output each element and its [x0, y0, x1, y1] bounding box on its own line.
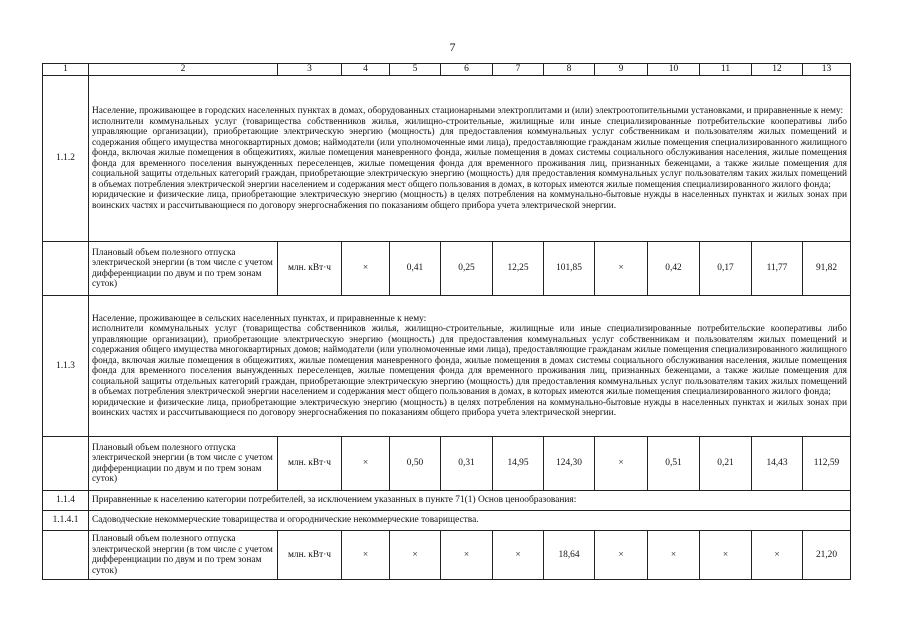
description-line: исполнители коммунальных услуг (товарищества собственников жилья, жилищно-строительные, жилищные или иные специализированные потребительские кооперативы либо управляющие организации), приобретающие электрическую энергию (мощность) для предоставления коммунальных услуг собственникам и пользователям жилых помещений и содержания общего имущества многоквартирных домов; наймодатели (или уполномоченные ими лица), предоставляющие гражданам жилые помещения специализированного жилищного фонда, включая жилые помещения в общежитиях, жилые помещения маневренного фонда, жилые помещения в домах системы социального обслуживания населения, жилые помещения фонда для временного поселения вынужденных переселенцев, жилые помещения фонда для временного проживания лиц, признанных беженцами, а также жилые помещения для социальной защиты отдельных категорий граждан, приобретающие электрическую энергию (мощность) для предоставления коммунальных услуг пользователям таких жилых помещений в объемах потребления электрической энергии населением и содержания мест общего пользования в домах, в которых имеются жилые помещения специализированного жилого фонда;	[92, 324, 847, 397]
value-cell: 112,59	[803, 437, 851, 491]
item-code: 1.1.4.1	[43, 511, 89, 531]
value-cell: 101,85	[544, 242, 595, 296]
value-cell: 12,25	[493, 242, 544, 296]
empty-code-cell	[43, 242, 89, 296]
header-cell: 12	[752, 64, 803, 76]
section-row-1-1-2	[43, 76, 851, 242]
header-cell: 5	[390, 64, 441, 76]
item-code: 1.1.2	[43, 76, 89, 242]
empty-code-cell	[43, 531, 89, 580]
value-cell: 0,51	[648, 437, 700, 491]
value-cell: 0,25	[441, 242, 493, 296]
value-cell: 0,41	[390, 242, 441, 296]
page-number: 7	[449, 40, 456, 54]
value-cell: 91,82	[803, 242, 851, 296]
description-line: юридические и физические лица, приобретающие электрическую энергию (мощность) в целях потребления на коммунально-бытовые нужды в населенных пунктах и жилых зонах при воинских частях и рассчитывающиеся по договору энергоснабжения по показаниям общего прибора учета электрической энергии.	[92, 397, 847, 418]
value-cell: 14,95	[493, 437, 544, 491]
unit-cell: млн. кВт·ч	[278, 531, 342, 580]
description-line: исполнители коммунальных услуг (товарищества собственников жилья, жилищно-строительные, жилищные или иные специализированные потребительские кооперативы либо управляющие организации), приобретающие электрическую энергию (мощность) для предоставления коммунальных услуг собственникам и пользователям жилых помещений и содержания общего имущества многоквартирных домов; наймодатели (или уполномоченные ими лица), предоставляющие гражданам жилые помещения специализированного жилищного фонда, включая жилые помещения в общежитиях, жилые помещения маневренного фонда, жилые помещения в домах системы социального обслуживания населения, жилые помещения фонда для временного поселения вынужденных переселенцев, жилые помещения фонда для временного проживания лиц, признанных беженцами, а также жилые помещения для социальной защиты отдельных категорий граждан, приобретающие электрическую энергию (мощность) для предоставления коммунальных услуг пользователям таких жилых помещений в объемах потребления электрической энергии населением и содержания мест общего пользования в домах, в которых имеются жилые помещения специализированного жилого фонда;	[92, 116, 847, 190]
value-cell: 18,64	[544, 531, 595, 580]
unit-cell: млн. кВт·ч	[278, 242, 342, 296]
header-cell: 4	[342, 64, 390, 76]
value-cell: ×	[342, 242, 390, 296]
header-cell: 1	[43, 64, 89, 76]
section-description	[89, 296, 851, 437]
description-line: Население, проживающее в сельских населенных пунктах, и приравненные к нему:	[92, 313, 427, 324]
value-cell: 14,43	[752, 437, 803, 491]
value-cell: 0,31	[441, 437, 493, 491]
row-label: Плановый объем полезного отпуска электрической энергии (в том числе с учетом дифференциации по двум и по трем зонам суток)	[89, 242, 278, 296]
value-cell: ×	[390, 531, 441, 580]
header-cell: 7	[493, 64, 544, 76]
section-description	[89, 76, 851, 242]
section-row-1-1-4	[43, 491, 851, 511]
item-code: 1.1.3	[43, 296, 89, 437]
value-cell: ×	[342, 531, 390, 580]
header-cell: 13	[803, 64, 851, 76]
row-label: Плановый объем полезного отпуска электрической энергии (в том числе с учетом дифференциации по двум и по трем зонам суток)	[89, 437, 278, 491]
row-label: Плановый объем полезного отпуска электрической энергии (в том числе с учетом дифференциации по двум и по трем зонам суток)	[89, 531, 278, 580]
value-cell: ×	[342, 437, 390, 491]
value-cell: ×	[595, 242, 648, 296]
volume-row-1-1-3	[43, 437, 851, 491]
header-cell: 8	[544, 64, 595, 76]
header-cell: 6	[441, 64, 493, 76]
description-line: юридические и физические лица, приобретающие электрическую энергию (мощность) в целях потребления на коммунально-бытовые нужды в населенных пунктах и жилых зонах при воинских частях и рассчитывающиеся по договору энергоснабжения по показаниям общего прибора учета электрической энергии.	[92, 190, 847, 211]
description-line: Население, проживающее в городских населенных пунктах в домах, оборудованных стационарными электроплитами и (или) электроотопительными установками, и приравненные к нему:	[92, 106, 844, 116]
value-cell: ×	[595, 437, 648, 491]
value-cell: ×	[493, 531, 544, 580]
section-description: Садоводческие некоммерческие товарищества и огороднические некоммерческие товарищества.	[89, 511, 851, 531]
value-cell: ×	[752, 531, 803, 580]
item-code: 1.1.4	[43, 491, 89, 511]
header-cell: 3	[278, 64, 342, 76]
value-cell: ×	[648, 531, 700, 580]
section-row-1-1-3	[43, 296, 851, 437]
volume-row-1-1-2	[43, 242, 851, 296]
section-description: Приравненные к населению категории потребителей, за исключением указанных в пункте 71(1) Основ ценообразования:	[89, 491, 851, 511]
value-cell: 124,30	[544, 437, 595, 491]
section-row-1-1-4-1	[43, 511, 851, 531]
header-cell: 10	[648, 64, 700, 76]
unit-cell: млн. кВт·ч	[278, 437, 342, 491]
value-cell: ×	[595, 531, 648, 580]
value-cell: ×	[441, 531, 493, 580]
empty-code-cell	[43, 437, 89, 491]
tariff-table	[42, 63, 851, 580]
header-cell: 9	[595, 64, 648, 76]
value-cell: 0,21	[700, 437, 752, 491]
value-cell: ×	[700, 531, 752, 580]
header-cell: 2	[89, 64, 278, 76]
value-cell: 11,77	[752, 242, 803, 296]
column-number-header	[43, 64, 851, 76]
value-cell: 21,20	[803, 531, 851, 580]
volume-row-1-1-4-1	[43, 531, 851, 580]
value-cell: 0,17	[700, 242, 752, 296]
value-cell: 0,42	[648, 242, 700, 296]
value-cell: 0,50	[390, 437, 441, 491]
header-cell: 11	[700, 64, 752, 76]
